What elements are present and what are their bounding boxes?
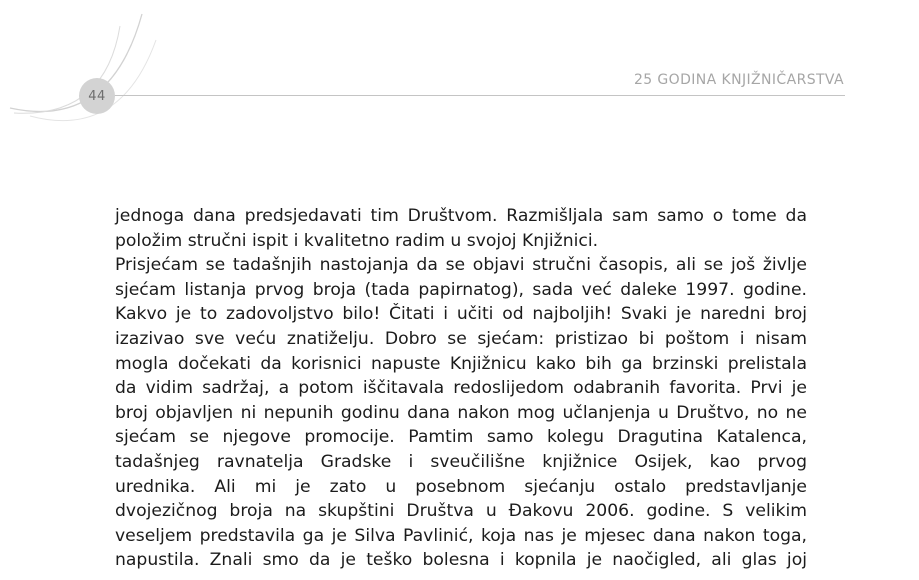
text-line: tadašnjeg ravnatelja Gradske i sveučilišne knjižnice Osijek, kao prvog xyxy=(115,451,807,472)
page-number: 44 xyxy=(88,88,106,104)
text-line: mogla dočekati da korisnici napuste Knjižnicu kako bih ga brzinski prelistala xyxy=(115,353,807,374)
text-line: sjećam listanja prvog broja (tada papirnatog), sada već daleke 1997. godine. xyxy=(115,279,807,300)
text-line: Prisjećam se tadašnjih nastojanja da se objavi stručni časopis, ali se još življe xyxy=(115,255,807,276)
running-title: 25 GODINA KNJIŽNIČARSTVA xyxy=(633,72,844,88)
text-line: izazivao sve veću znatiželju. Dobro se sjećam: pristizao bi poštom i nisam xyxy=(115,328,807,349)
header-rule xyxy=(112,95,845,96)
text-line: Kakvo je to zadovoljstvo bilo! Čitati i učiti od najboljih! Svaki je naredni broj xyxy=(115,304,807,325)
text-line: jednoga dana predsjedavati tim Društvom. Razmišljala sam samo o tome da xyxy=(115,206,807,226)
text-line: da vidim sadržaj, a potom iščitavala redoslijedom odabranih favorita. Prvi je xyxy=(115,378,807,399)
text-line: urednika. Ali mi je zato u posebnom sjećanju ostalo predstavljanje xyxy=(115,476,807,497)
page-number-badge xyxy=(79,78,115,114)
text-line: broj objavljen ni nepunih godinu dana nakon mog učlanjenja u Društvo, no ne xyxy=(115,402,807,423)
text-line: dvojezičnog broja na skupštini Društva u Đakovu 2006. godine. S velikim xyxy=(115,501,807,522)
text-line: napustila. Znali smo da je teško bolesna i kopnila je naočigled, ali glas joj xyxy=(115,550,807,571)
body-text xyxy=(115,204,807,573)
text-line: sjećam se njegove promocije. Pamtim samo kolegu Dragutina Katalenca, xyxy=(115,427,807,448)
text-line: položim stručni ispit i kvalitetno radim u svojoj Knjižnici. xyxy=(115,230,599,251)
text-line: veseljem predstavila ga je Silva Pavlinić, koja nas je mjesec dana nakon toga, xyxy=(115,525,807,546)
decorative-arcs xyxy=(0,0,240,160)
